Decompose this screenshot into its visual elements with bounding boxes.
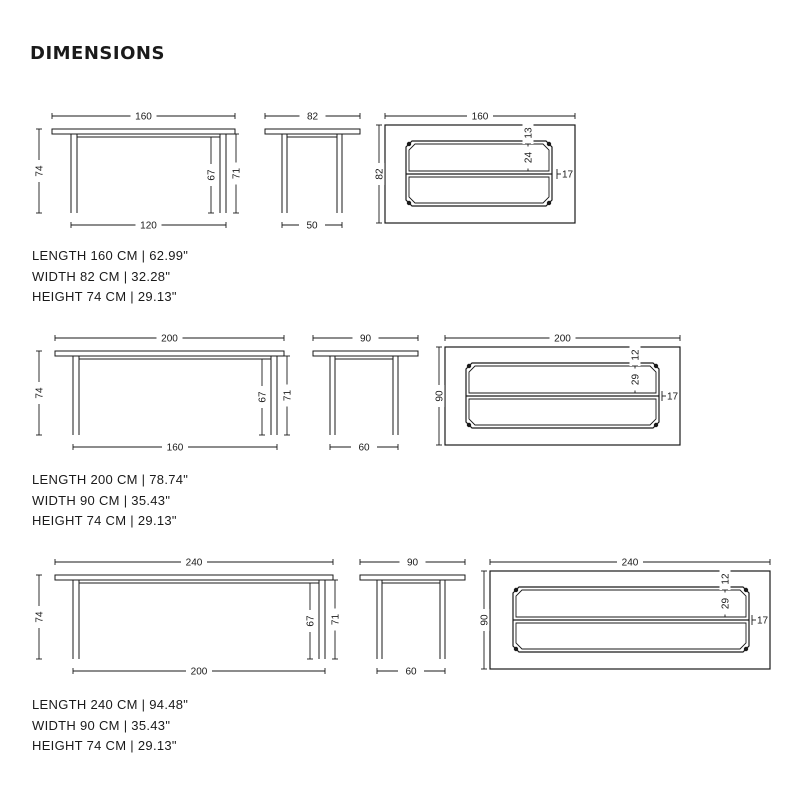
plan-view xyxy=(479,557,771,670)
spec-list xyxy=(32,695,188,757)
dimension-label: 60 xyxy=(358,442,370,454)
frame-inner xyxy=(516,623,746,649)
table-1-drawings xyxy=(34,111,576,232)
spec-line: WIDTH 90 CM | 35.43" xyxy=(32,492,171,508)
dimension-label: 71 xyxy=(330,613,342,626)
dimension-label: 60 xyxy=(405,666,417,678)
dimension-label: 29 xyxy=(630,373,642,386)
frame-inner xyxy=(409,177,549,203)
dimension-label: 71 xyxy=(231,167,243,180)
leg-point xyxy=(467,364,471,368)
dimension-label: 50 xyxy=(306,220,318,232)
dimension-label: 17 xyxy=(667,391,679,403)
page-title: DIMENSIONS xyxy=(30,43,165,64)
side-view xyxy=(313,333,418,454)
front-view xyxy=(34,557,342,678)
tabletop xyxy=(55,575,333,580)
leg-point xyxy=(407,201,411,205)
tabletop xyxy=(265,129,360,134)
leg-point xyxy=(514,647,518,651)
leg-point xyxy=(547,142,551,146)
plan-view xyxy=(434,333,681,446)
dimension-label: 90 xyxy=(359,333,372,345)
dimension-label: 12 xyxy=(630,349,642,361)
dimension-label: 17 xyxy=(757,615,769,627)
dimension-label: 13 xyxy=(523,127,535,139)
dimension-label: 200 xyxy=(161,333,178,345)
dimension-label: 160 xyxy=(471,111,489,123)
spec-line: LENGTH 200 CM | 78.74" xyxy=(32,472,189,487)
spec-line: HEIGHT 74 CM | 29.13" xyxy=(32,738,177,753)
tabletop xyxy=(313,351,418,356)
dimension-label: 82 xyxy=(306,111,319,123)
spec-list xyxy=(32,470,188,532)
dimension-label: 24 xyxy=(523,151,535,164)
frame-inner xyxy=(516,590,746,617)
spec-line: HEIGHT 74 CM | 29.13" xyxy=(32,289,177,304)
table-2-drawings xyxy=(34,333,681,454)
dimension-label: 82 xyxy=(374,168,386,180)
spec-line: HEIGHT 74 CM | 29.13" xyxy=(32,513,177,528)
spec-list xyxy=(32,246,188,308)
dimension-label: 90 xyxy=(479,614,491,626)
leg-point xyxy=(654,364,658,368)
dimension-label: 74 xyxy=(34,387,46,399)
dimension-label: 74 xyxy=(34,611,46,623)
dimension-label: 17 xyxy=(562,169,574,181)
spec-line: WIDTH 82 CM | 32.28" xyxy=(32,268,171,284)
leg-point xyxy=(744,588,748,592)
dimension-label: 160 xyxy=(135,111,152,123)
dimension-label: 67 xyxy=(206,169,218,181)
dimension-label: 12 xyxy=(720,573,732,585)
leg-point xyxy=(654,423,658,427)
dimension-label: 200 xyxy=(554,333,571,345)
dimension-label: 71 xyxy=(282,389,294,402)
leg-point xyxy=(744,647,748,651)
spec-line: LENGTH 240 CM | 94.48" xyxy=(32,697,189,712)
front-view xyxy=(34,333,294,454)
frame-inner xyxy=(469,366,656,393)
frame-inner xyxy=(469,399,656,425)
dimension-label: 67 xyxy=(257,391,269,403)
tabletop xyxy=(55,351,284,356)
tabletop xyxy=(360,575,465,580)
dimension-label: 74 xyxy=(34,165,46,177)
dimension-label: 90 xyxy=(406,557,419,569)
leg-point xyxy=(547,201,551,205)
front-view xyxy=(34,111,243,232)
dimension-label: 120 xyxy=(140,220,157,232)
dimension-label: 200 xyxy=(190,666,208,678)
dimension-label: 240 xyxy=(621,557,639,569)
dimension-label: 160 xyxy=(166,442,184,454)
side-view xyxy=(265,111,360,232)
leg-point xyxy=(514,588,518,592)
dimension-label: 29 xyxy=(720,597,732,610)
spec-line: WIDTH 90 CM | 35.43" xyxy=(32,717,171,733)
side-view xyxy=(360,557,465,678)
plan-view xyxy=(374,111,576,224)
spec-line: LENGTH 160 CM | 62.99" xyxy=(32,248,189,263)
dimension-label: 90 xyxy=(434,390,446,402)
table-3-drawings xyxy=(34,557,771,678)
dimension-label: 240 xyxy=(185,557,203,569)
tabletop xyxy=(52,129,235,134)
leg-point xyxy=(407,142,411,146)
dimension-label: 67 xyxy=(305,615,317,627)
leg-point xyxy=(467,423,471,427)
